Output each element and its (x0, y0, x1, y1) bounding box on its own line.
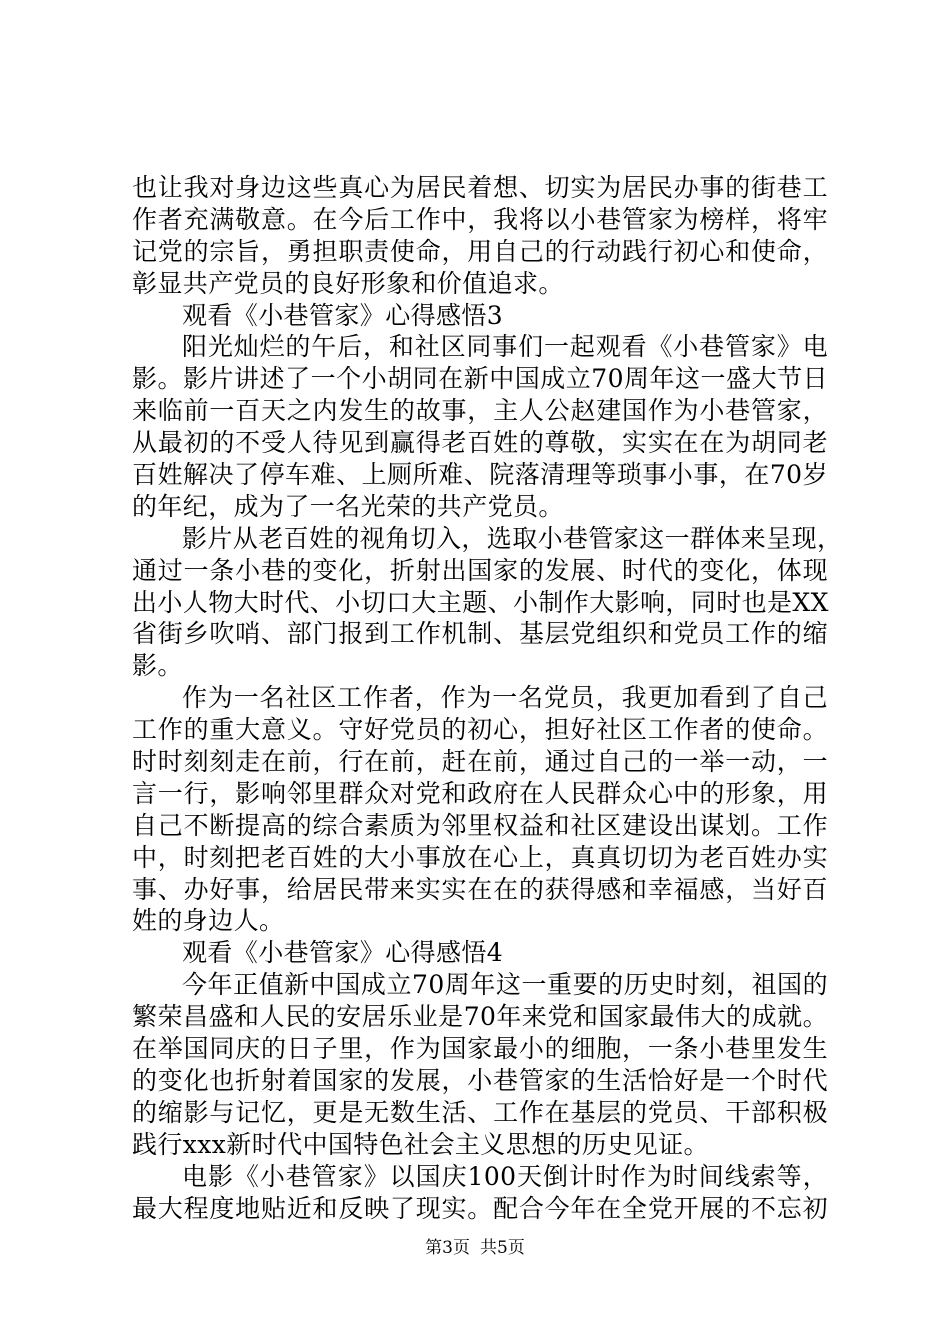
paragraph (132, 331, 828, 522)
text-line: 影片从老百姓的视角切入，选取小巷管家这一群体来呈现， (182, 523, 843, 553)
text-line: 影。 (132, 651, 183, 681)
text-line: 言一行，影响邻里群众对党和政府在人民群众心中的形象，用 (132, 778, 828, 808)
text-line: 的缩影与记忆，更是无数生活、工作在基层的党员、干部积极 (132, 1097, 828, 1127)
paragraph (132, 682, 828, 937)
paragraph (132, 969, 828, 1160)
page-number: 第3页 (425, 1238, 470, 1258)
text-line: 的年纪，成为了一名光荣的共产党员。 (132, 491, 564, 521)
text-line: 事、办好事，给居民带来实实在在的获得感和幸福感，当好百 (132, 874, 828, 904)
text-line: 记党的宗旨，勇担职责使命，用自己的行动践行初心和使命， (132, 236, 828, 266)
text-line: 在举国同庆的日子里，作为国家最小的细胞，一条小巷里发生 (132, 1034, 828, 1064)
text-line: 观看《小巷管家》心得感悟3 (182, 300, 504, 330)
text-line: 彰显共产党员的良好形象和价值追求。 (132, 268, 564, 298)
text-line: 自己不断提高的综合素质为邻里权益和社区建设出谋划。工作 (132, 810, 828, 840)
text-line: 省街乡吹哨、部门报到工作机制、基层党组织和党员工作的缩 (132, 619, 828, 649)
text-line: 作为一名社区工作者，作为一名党员，我更加看到了自己 (182, 683, 828, 713)
text-line: 影。影片讲述了一个小胡同在新中国成立70周年这一盛大节日 (132, 364, 828, 394)
paragraph (132, 172, 828, 300)
page-footer (0, 1238, 950, 1258)
text-line: 阳光灿烂的午后，和社区同事们一起观看《小巷管家》电 (182, 332, 828, 362)
text-line: 工作的重大意义。守好党员的初心，担好社区工作者的使命。 (132, 715, 828, 745)
text-line: 作者充满敬意。在今后工作中，我将以小巷管家为榜样，将牢 (132, 204, 828, 234)
text-line: 通过一条小巷的变化，折射出国家的发展、时代的变化，体现 (132, 555, 828, 585)
paragraph (132, 1161, 828, 1225)
text-line: 践行xxx新时代中国特色社会主义思想的历史见证。 (132, 1129, 709, 1159)
document-body (132, 172, 843, 1224)
text-line: 观看《小巷管家》心得感悟4 (182, 938, 504, 968)
text-line: 也让我对身边这些真心为居民着想、切实为居民办事的街巷工 (132, 173, 828, 202)
text-line: 百姓解决了停车难、上厕所难、院落清理等琐事小事，在70岁 (132, 460, 828, 490)
text-line: 来临前一百天之内发生的故事，主人公赵建国作为小巷管家， (132, 396, 828, 426)
text-line: 姓的身边人。 (132, 906, 285, 936)
section-heading (132, 300, 828, 332)
section-heading (132, 937, 828, 969)
text-line: 从最初的不受人待见到赢得老百姓的尊敬，实实在在为胡同老 (132, 428, 828, 458)
paragraph (132, 523, 843, 682)
page-total: 共5页 (480, 1238, 525, 1258)
text-line: 中，时刻把老百姓的大小事放在心上，真真切切为老百姓办实 (132, 842, 828, 872)
text-line: 时时刻刻走在前，行在前，赶在前，通过自己的一举一动，一 (132, 747, 828, 777)
text-line: 电影《小巷管家》以国庆100天倒计时作为时间线索等， (182, 1161, 828, 1191)
text-line: 繁荣昌盛和人民的安居乐业是70年来党和国家最伟大的成就。 (132, 1002, 828, 1032)
text-line: 的变化也折射着国家的发展，小巷管家的生活恰好是一个时代 (132, 1065, 828, 1095)
text-line: 出小人物大时代、小切口大主题、小制作大影响，同时也是XX (132, 587, 829, 617)
text-line: 今年正值新中国成立70周年这一重要的历史时刻，祖国的 (182, 970, 828, 1000)
text-line: 最大程度地贴近和反映了现实。配合今年在全党开展的不忘初 (132, 1193, 828, 1223)
